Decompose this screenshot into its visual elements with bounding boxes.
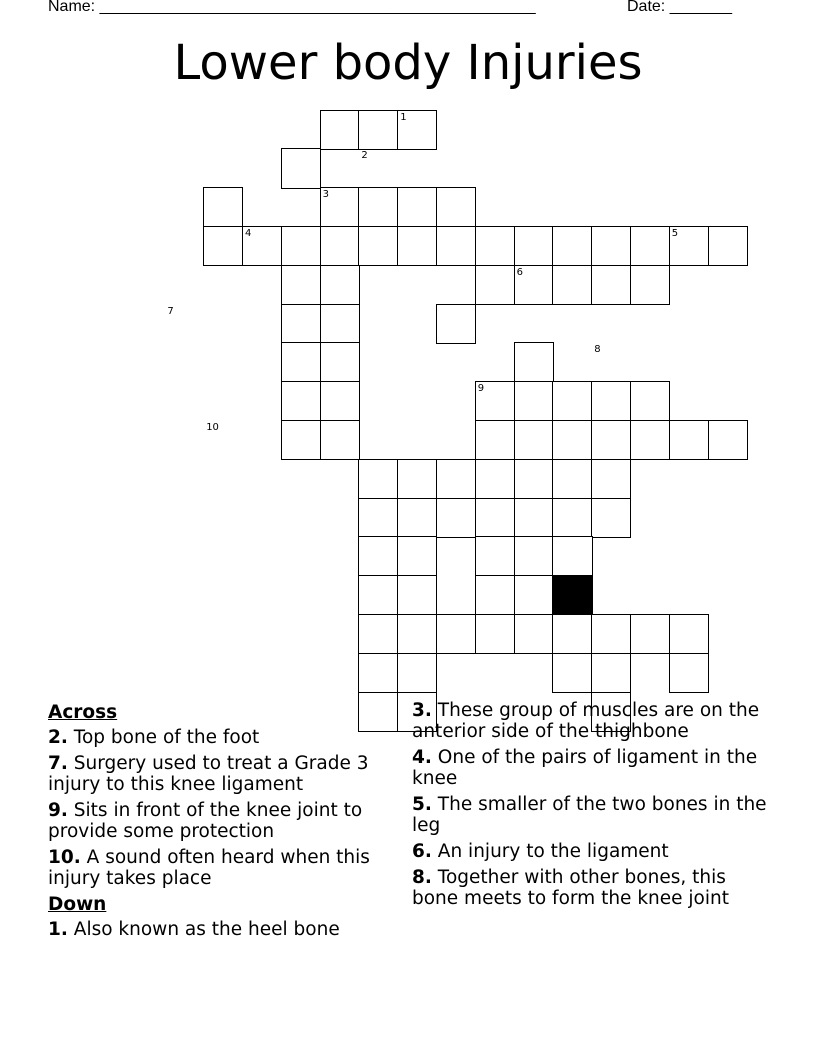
across-clue-9 [48, 800, 404, 842]
crossword-cell[interactable] [320, 381, 360, 421]
clue-number: 5. [412, 794, 432, 815]
clue-number-3: 3 [322, 189, 329, 201]
down-clue-1 [48, 919, 404, 940]
clue-text: An injury to the ligament [437, 841, 669, 862]
crossword-cell[interactable] [475, 536, 515, 576]
crossword-cell[interactable] [591, 265, 631, 305]
across-clue-2 [48, 727, 404, 748]
clue-number-8: 8 [594, 344, 601, 356]
clue-number-1: 1 [400, 111, 407, 123]
crossword-cell[interactable] [514, 498, 554, 538]
crossword-cell[interactable] [475, 459, 515, 499]
crossword-cell[interactable] [669, 653, 709, 693]
clue-column-right [412, 700, 772, 914]
crossword-cell[interactable] [358, 498, 398, 538]
crossword-cell[interactable] [552, 420, 592, 460]
crossword-cell[interactable] [514, 614, 554, 654]
clue-number: 8. [412, 867, 432, 888]
crossword-cell[interactable] [591, 459, 631, 499]
crossword-cell[interactable] [552, 459, 592, 499]
crossword-cell[interactable] [514, 420, 554, 460]
clue-number: 2. [48, 727, 68, 748]
down-clue-3 [412, 700, 772, 742]
crossword-cell[interactable] [203, 187, 243, 227]
crossword-cell[interactable] [475, 420, 515, 460]
crossword-cell[interactable] [475, 226, 515, 266]
clue-text: Also known as the heel bone [73, 919, 340, 940]
crossword-cell[interactable] [397, 498, 437, 538]
crossword-cell[interactable] [358, 536, 398, 576]
crossword-cell[interactable] [436, 187, 476, 227]
crossword-cell[interactable] [397, 226, 437, 266]
crossword-cell[interactable] [514, 459, 554, 499]
crossword-cell[interactable] [281, 226, 321, 266]
clue-number-2: 2 [361, 150, 368, 162]
crossword-cell[interactable] [591, 614, 631, 654]
crossword-cell[interactable] [320, 226, 360, 266]
clue-text: A sound often heard when this injury takes place [48, 847, 370, 889]
crossword-cell[interactable] [591, 420, 631, 460]
crossword-cell[interactable] [397, 653, 437, 693]
down-clue-8 [412, 867, 772, 909]
crossword-cell[interactable] [591, 381, 631, 421]
crossword-cell[interactable] [358, 110, 398, 150]
clue-number: 1. [48, 919, 68, 940]
down-clue-5 [412, 794, 772, 836]
crossword-cell[interactable] [320, 265, 360, 305]
crossword-cell[interactable] [358, 653, 398, 693]
clue-number: 9. [48, 800, 68, 821]
crossword-cell[interactable] [552, 498, 592, 538]
crossword-cell[interactable] [552, 265, 592, 305]
clue-text: Top bone of the foot [73, 727, 260, 748]
clue-text: Sits in front of the knee joint to provide some protection [48, 800, 363, 842]
crossword-cell[interactable] [358, 226, 398, 266]
clue-number-5: 5 [671, 227, 679, 239]
across-clue-7 [48, 753, 404, 795]
crossword-cell[interactable] [475, 575, 515, 615]
crossword-cell[interactable] [281, 342, 321, 382]
crossword-cell[interactable] [397, 575, 437, 615]
crossword-cell[interactable] [358, 187, 398, 227]
crossword-cell[interactable] [514, 381, 554, 421]
crossword-cell[interactable] [475, 614, 515, 654]
crossword-cell[interactable] [630, 614, 670, 654]
crossword-cell[interactable] [475, 265, 515, 305]
crossword-cell[interactable] [358, 614, 398, 654]
crossword-cell[interactable] [708, 226, 748, 266]
down-clue-4 [412, 747, 772, 789]
crossword-cell[interactable] [475, 498, 515, 538]
crossword-cell[interactable] [320, 304, 360, 344]
page-title: Lower body Injuries [173, 35, 643, 91]
crossword-cell[interactable] [281, 420, 321, 460]
crossword-cell[interactable] [397, 536, 437, 576]
clue-number-4: 4 [245, 227, 252, 239]
clue-number: 3. [412, 700, 432, 721]
crossword-cell[interactable] [630, 420, 670, 460]
clue-text: These group of muscles are on the anterior side of the thighbone [412, 700, 760, 742]
clue-number-6: 6 [516, 266, 523, 278]
crossword-cell[interactable] [552, 536, 592, 576]
crossword-cell[interactable] [436, 498, 476, 538]
crossword-cell[interactable] [630, 226, 670, 266]
clue-text: Together with other bones, this bone meets to form the knee joint [412, 867, 729, 909]
crossword-cell[interactable] [320, 342, 360, 382]
date-field[interactable]: Date: _______ [627, 0, 732, 15]
clue-list [0, 700, 816, 1000]
crossword-cell[interactable] [591, 226, 631, 266]
crossword-cell[interactable] [436, 614, 476, 654]
crossword-cell[interactable] [281, 304, 321, 344]
blocked-cell [552, 575, 592, 615]
crossword-cell[interactable] [436, 226, 476, 266]
crossword-cell[interactable] [358, 575, 398, 615]
clue-number-7: 7 [167, 305, 174, 317]
clue-text: Surgery used to treat a Grade 3 injury to this knee ligament [48, 753, 369, 795]
crossword-cell[interactable] [397, 459, 437, 499]
name-field[interactable]: Name: _________________________________________________ [48, 0, 536, 15]
crossword-cell[interactable] [397, 614, 437, 654]
clue-number: 6. [412, 841, 432, 862]
crossword-cell[interactable] [514, 536, 554, 576]
crossword-cell[interactable] [203, 226, 243, 266]
crossword-cell[interactable] [436, 304, 476, 344]
crossword-cell[interactable] [436, 459, 476, 499]
crossword-cell[interactable] [320, 420, 360, 460]
crossword-cell[interactable] [708, 420, 748, 460]
clue-column-left [48, 700, 404, 945]
crossword-cell[interactable] [669, 614, 709, 654]
across-heading: Across [48, 702, 118, 723]
across-clue-10 [48, 847, 404, 889]
crossword-cell[interactable] [397, 187, 437, 227]
crossword-cell[interactable] [514, 342, 554, 382]
clue-number-10: 10 [206, 421, 219, 433]
clue-text: One of the pairs of ligament in the knee [412, 747, 758, 789]
clue-number: 7. [48, 753, 68, 774]
crossword-cell[interactable] [630, 381, 670, 421]
crossword-cell[interactable] [358, 459, 398, 499]
crossword-cell[interactable] [630, 265, 670, 305]
clue-number: 10. [48, 847, 81, 868]
down-clue-6 [412, 841, 772, 862]
crossword-cell[interactable] [514, 575, 554, 615]
crossword-cell[interactable] [669, 420, 709, 460]
clue-number-9: 9 [477, 383, 485, 395]
clue-text: The smaller of the two bones in the leg [412, 794, 767, 836]
crossword-cell[interactable] [281, 148, 321, 188]
crossword-cell[interactable] [552, 226, 592, 266]
crossword-cell[interactable] [320, 110, 360, 150]
crossword-cell[interactable] [281, 265, 321, 305]
crossword-cell[interactable] [552, 381, 592, 421]
crossword-cell[interactable] [552, 614, 592, 654]
down-heading: Down [48, 894, 107, 915]
clue-number: 4. [412, 747, 432, 768]
crossword-cell[interactable] [514, 226, 554, 266]
crossword-cell[interactable] [591, 653, 631, 693]
crossword-cell[interactable] [552, 653, 592, 693]
crossword-cell[interactable] [591, 498, 631, 538]
crossword-cell[interactable] [281, 381, 321, 421]
